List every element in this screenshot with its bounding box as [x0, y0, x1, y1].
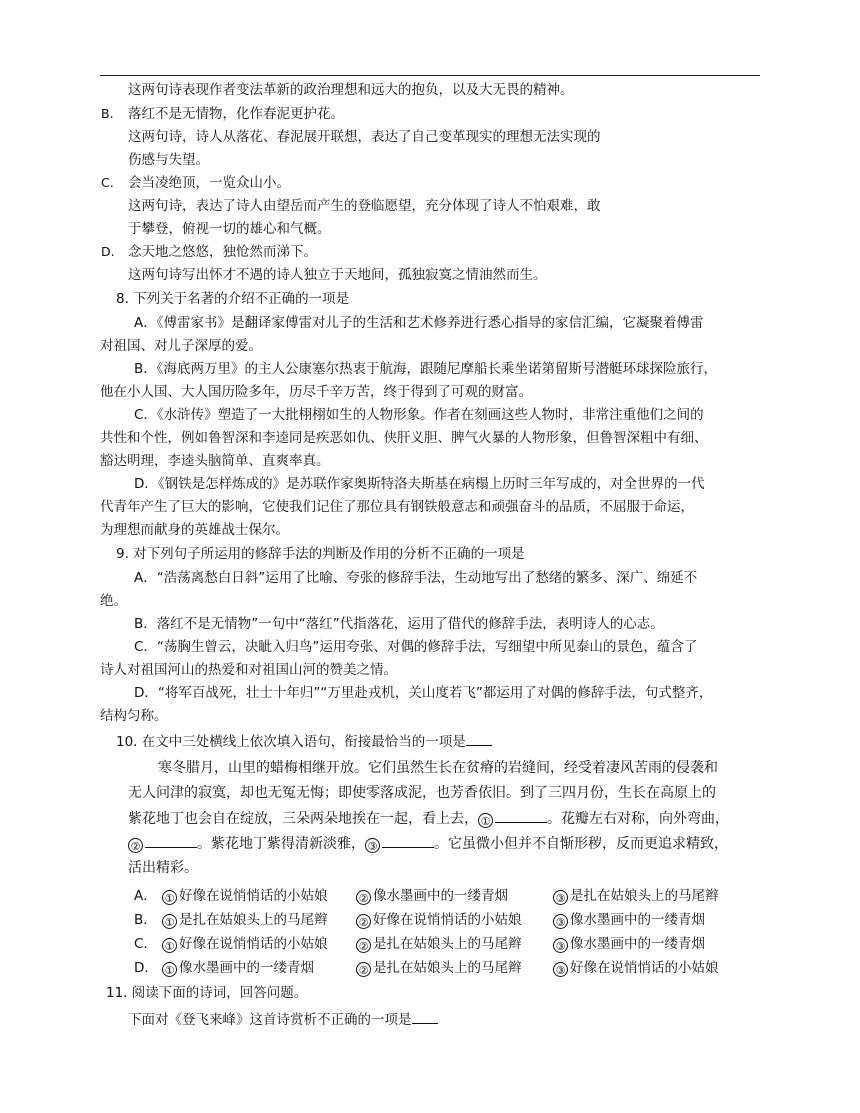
q8-stem: 8. 下列关于名著的介绍不正确的一项是	[116, 291, 350, 307]
circled-number-1: ①	[478, 813, 493, 828]
q10-option-choice-text: 像水墨画中的一缕青烟	[179, 960, 314, 976]
q9-option-a-line-1: A．“浩荡离愁白日斜”运用了比喻、夸张的修辞手法，生动地写出了愁绪的繁多、深广、绵延不	[134, 570, 698, 586]
q7-option-d-poem: 念天地之悠悠，独怆然而涕下。	[128, 244, 317, 260]
q10-option-choice-text: 好像在说悄悄话的小姑娘	[570, 960, 719, 976]
circled-number: ③	[553, 890, 568, 905]
q10-passage-line-4	[128, 833, 728, 854]
q8-option-b-line-1: B．《海底两万里》的主人公康塞尔热衷于航海，跟随尼摩船长乘坐诺第留斯号潜艇环球探险旅行，	[134, 361, 718, 377]
circled-number: ②	[356, 962, 371, 977]
q9-option-b-line-1: B．落红不是无情物”一句中“落红”代指落花，运用了借代的修辞手法，表明诗人的心志。	[134, 616, 664, 632]
q10-option-choice	[553, 934, 705, 954]
q10-passage-line-2: 无人问津的寂寞，却也无冤无悔；即使零落成泥，也芳香依旧。到了三四月份，生长在高原上的	[128, 785, 716, 801]
q9-option-c-line-1: C．“荡胸生曾云，决眦入归鸟”运用夸张、对偶的修辞手法，写细望中所见泰山的景色，蕴含了	[134, 639, 698, 655]
circled-number: ②	[356, 914, 371, 929]
q8-option-a-line-1: A．《傅雷家书》是翻译家傅雷对儿子的生活和艺术修养进行悉心指导的家信汇编，它凝聚着傅雷	[134, 315, 704, 331]
q9-option-a-line-2: 绝。	[100, 593, 127, 609]
circled-number-3: ③	[365, 838, 380, 853]
q11-sub-question	[128, 1009, 438, 1030]
q10-option-choice	[162, 886, 328, 906]
q10-option-choice	[356, 886, 508, 906]
q10-option-choice-text: 像水墨画中的一缕青烟	[570, 912, 705, 928]
q10-passage-line-3	[128, 808, 729, 829]
q8-option-c-line-2: 共性和个性，例如鲁智深和李逵同是疾恶如仇、侠肝义胆、脾气火暴的人物形象，但鲁智深粗中有细、	[100, 430, 708, 446]
q7-option-b-poem: 落红不是无情物，化作春泥更护花。	[128, 106, 344, 122]
q8-option-c-line-1: C．《水浒传》塑造了一大批栩栩如生的人物形象。作者在刻画这些人物时，非常注重他们之间的	[134, 407, 704, 423]
q9-stem: 9. 对下列句子所运用的修辞手法的判断及作用的分析不正确的一项是	[116, 546, 525, 562]
circled-number: ①	[162, 962, 177, 977]
q10-option-choice	[356, 910, 522, 930]
q7-option-a-analysis: 这两句诗表现作者变法革新的政治理想和远大的抱负，以及大无畏的精神。	[128, 82, 574, 98]
q10-option-choice	[553, 958, 719, 978]
q10-option-choice	[553, 910, 705, 930]
q7-option-b-letter: B.	[101, 106, 114, 121]
q7-option-c-poem: 会当凌绝顶，一览众山小。	[128, 175, 290, 191]
q10-stem	[116, 731, 492, 752]
q10-option-choice	[162, 958, 314, 978]
q8-option-a-line-2: 对祖国、对儿子深厚的爱。	[100, 338, 262, 354]
circled-number: ③	[553, 938, 568, 953]
q11-stem: 11. 阅读下面的诗词，回答问题。	[106, 985, 308, 1001]
q10-option-choice-text: 是扎在姑娘头上的马尾辫	[373, 960, 522, 976]
q7-option-c-analysis-1: 这两句诗，表达了诗人由望岳而产生的登临愿望，充分体现了诗人不怕艰难，敢	[128, 198, 601, 214]
q7-option-b-analysis-2: 伤感与失望。	[128, 152, 209, 168]
q8-option-d-line-2: 代青年产生了巨大的影响，它使我们记住了那位具有钢铁般意志和顽强奋斗的品质，不屈服于命运，	[100, 499, 694, 515]
q8-option-c-line-3: 豁达明理，李逵头脑简单、直爽率真。	[100, 453, 330, 469]
q10-passage-line-4-b: 。它虽微小但并不自惭形秽，反而更追求精致，	[434, 836, 728, 852]
q7-option-c-analysis-2: 于攀登，俯视一切的雄心和气概。	[128, 221, 331, 237]
q10-option-choice	[356, 934, 522, 954]
q10-answer-blank	[466, 731, 492, 746]
circled-number: ①	[162, 938, 177, 953]
q10-passage-line-3-b: 。花瓣左右对称，向外弯曲，	[547, 811, 729, 827]
q10-option-choice-text: 像水墨画中的一缕青烟	[570, 936, 705, 952]
q9-option-c-line-2: 诗人对祖国河山的热爱和对祖国山河的赞美之情。	[100, 662, 397, 678]
q10-option-choice-text: 好像在说悄悄话的小姑娘	[179, 936, 328, 952]
circled-number-2: ②	[128, 838, 143, 853]
q10-option-letter: A．	[134, 888, 157, 904]
q7-option-d-letter: D.	[101, 244, 115, 259]
q7-option-d-analysis: 这两句诗写出怀才不遇的诗人独立于天地间，孤独寂寞之情油然而生。	[128, 267, 547, 283]
q10-stem-text: 10. 在文中三处横线上依次填入语句，衔接最恰当的一项是	[116, 734, 466, 750]
q8-option-d-line-3: 为理想而献身的英雄战士保尔。	[100, 522, 289, 538]
q10-option-choice-text: 好像在说悄悄话的小姑娘	[179, 888, 328, 904]
q10-passage-line-3-a: 紫花地丁也会自在绽放，三朵两朵地挨在一起，看上去，	[128, 811, 478, 827]
q10-blank-2	[145, 833, 197, 848]
circled-number: ③	[553, 914, 568, 929]
q10-option-letter: B．	[134, 912, 157, 928]
circled-number: ②	[356, 938, 371, 953]
q11-sub-question-text: 下面对《登飞来峰》这首诗赏析不正确的一项是	[128, 1012, 412, 1028]
q10-passage-line-5: 活出精彩。	[128, 860, 198, 876]
q10-option-choice-text: 是扎在姑娘头上的马尾辫	[570, 888, 719, 904]
q10-passage-line-4-a: 。紫花地丁紫得清新淡雅，	[197, 836, 365, 852]
q7-option-b-analysis-1: 这两句诗，诗人从落花、春泥展开联想，表达了自己变革现实的理想无法实现的	[128, 129, 601, 145]
q10-blank-3	[382, 833, 434, 848]
q10-option-choice-text: 是扎在姑娘头上的马尾辫	[373, 936, 522, 952]
q10-option-choice	[162, 934, 328, 954]
q10-option-choice-text: 是扎在姑娘头上的马尾辫	[179, 912, 328, 928]
circled-number: ③	[553, 962, 568, 977]
q10-blank-1	[495, 808, 547, 823]
q10-option-letter: D．	[134, 960, 158, 976]
q9-option-d-line-1: D．“将军百战死，壮士十年归”“万里赴戎机，关山度若飞”都运用了对偶的修辞手法，句式整齐，	[134, 685, 713, 701]
circled-number: ②	[356, 890, 371, 905]
q10-option-choice-text: 好像在说悄悄话的小姑娘	[373, 912, 522, 928]
q9-option-d-line-2: 结构匀称。	[100, 708, 168, 724]
q10-option-choice	[162, 910, 328, 930]
circled-number: ①	[162, 890, 177, 905]
q10-option-choice-text: 像水墨画中的一缕青烟	[373, 888, 508, 904]
q10-option-letter: C．	[134, 936, 157, 952]
q10-passage-line-1: 寒冬腊月，山里的蜡梅相继开放。它们虽然生长在贫瘠的岩缝间，经受着凄风苦雨的侵袭和	[158, 760, 718, 776]
header-rule	[100, 75, 760, 76]
q11-answer-blank	[412, 1009, 438, 1024]
q10-option-choice	[553, 886, 719, 906]
q8-option-d-line-1: D．《钢铁是怎样炼成的》是苏联作家奥斯特洛夫斯基在病榻上历时三年写成的，对全世界的一代	[134, 476, 705, 492]
q10-option-choice	[356, 958, 522, 978]
q8-option-b-line-2: 他在小人国、大人国历险多年，历尽千辛万苦，终于得到了可观的财富。	[100, 384, 532, 400]
circled-number: ①	[162, 914, 177, 929]
q7-option-c-letter: C.	[101, 175, 114, 190]
